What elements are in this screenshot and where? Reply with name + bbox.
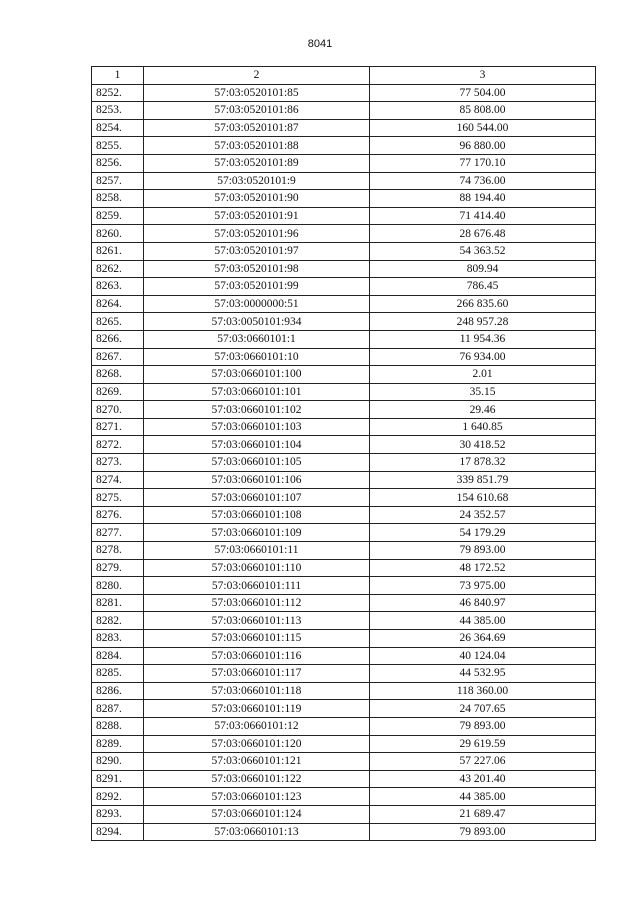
table-header-row [92, 67, 596, 85]
column-header-1: 1 [92, 67, 144, 85]
row-number-cell: 8266. [92, 330, 144, 348]
row-number-cell: 8262. [92, 260, 144, 278]
cadastral-value-cell: 266 835.60 [370, 295, 596, 313]
cadastral-value-cell: 79 893.00 [370, 717, 596, 735]
table-row [92, 137, 596, 155]
cadastral-value-cell: 1 640.85 [370, 418, 596, 436]
cadastral-number-cell: 57:03:0660101:122 [144, 770, 370, 788]
row-number-cell: 8281. [92, 594, 144, 612]
row-number-cell: 8264. [92, 295, 144, 313]
cadastral-value-cell: 85 808.00 [370, 102, 596, 120]
table-row [92, 330, 596, 348]
cadastral-value-cell: 77 504.00 [370, 84, 596, 102]
cadastral-value-cell: 40 124.04 [370, 647, 596, 665]
table-row [92, 418, 596, 436]
cadastral-value-cell: 118 360.00 [370, 682, 596, 700]
table-row [92, 630, 596, 648]
row-number-cell: 8269. [92, 383, 144, 401]
cadastral-number-cell: 57:03:0660101:104 [144, 436, 370, 454]
cadastral-number-cell: 57:03:0660101:102 [144, 401, 370, 419]
row-number-cell: 8270. [92, 401, 144, 419]
table-row [92, 506, 596, 524]
table-row [92, 260, 596, 278]
row-number-cell: 8277. [92, 524, 144, 542]
cadastral-value-cell: 2.01 [370, 366, 596, 384]
table-row [92, 383, 596, 401]
table-row [92, 682, 596, 700]
table-row [92, 788, 596, 806]
cadastral-value-cell: 88 194.40 [370, 190, 596, 208]
cadastral-number-cell: 57:03:0660101:103 [144, 418, 370, 436]
table-row [92, 172, 596, 190]
row-number-cell: 8279. [92, 559, 144, 577]
row-number-cell: 8255. [92, 137, 144, 155]
row-number-cell: 8278. [92, 542, 144, 560]
cadastral-number-cell: 57:03:0660101:119 [144, 700, 370, 718]
cadastral-value-cell: 160 544.00 [370, 119, 596, 137]
table-row [92, 295, 596, 313]
table-row [92, 313, 596, 331]
cadastral-number-cell: 57:03:0660101:11 [144, 542, 370, 560]
row-number-cell: 8272. [92, 436, 144, 454]
cadastral-number-cell: 57:03:0660101:1 [144, 330, 370, 348]
cadastral-number-cell: 57:03:0660101:113 [144, 612, 370, 630]
cadastral-value-cell: 24 707.65 [370, 700, 596, 718]
cadastral-value-cell: 154 610.68 [370, 489, 596, 507]
cadastral-number-cell: 57:03:0660101:117 [144, 665, 370, 683]
cadastral-number-cell: 57:03:0660101:13 [144, 823, 370, 841]
row-number-cell: 8287. [92, 700, 144, 718]
row-number-cell: 8282. [92, 612, 144, 630]
cadastral-number-cell: 57:03:0660101:110 [144, 559, 370, 577]
cadastral-number-cell: 57:03:0660101:101 [144, 383, 370, 401]
row-number-cell: 8290. [92, 753, 144, 771]
cadastral-number-cell: 57:03:0660101:105 [144, 454, 370, 472]
table-row [92, 278, 596, 296]
row-number-cell: 8268. [92, 366, 144, 384]
cadastral-value-cell: 73 975.00 [370, 577, 596, 595]
table-row [92, 119, 596, 137]
cadastral-value-cell: 248 957.28 [370, 313, 596, 331]
column-header-3: 3 [370, 67, 596, 85]
cadastral-number-cell: 57:03:0660101:109 [144, 524, 370, 542]
row-number-cell: 8256. [92, 154, 144, 172]
table-row [92, 524, 596, 542]
row-number-cell: 8254. [92, 119, 144, 137]
table-row [92, 665, 596, 683]
cadastral-value-cell: 44 385.00 [370, 612, 596, 630]
cadastral-number-cell: 57:03:0660101:108 [144, 506, 370, 524]
cadastral-number-cell: 57:03:0660101:106 [144, 471, 370, 489]
cadastral-value-cell: 54 179.29 [370, 524, 596, 542]
table-row [92, 489, 596, 507]
row-number-cell: 8286. [92, 682, 144, 700]
table-row [92, 471, 596, 489]
table-row [92, 612, 596, 630]
table-row [92, 366, 596, 384]
row-number-cell: 8263. [92, 278, 144, 296]
cadastral-number-cell: 57:03:0660101:123 [144, 788, 370, 806]
row-number-cell: 8294. [92, 823, 144, 841]
cadastral-value-cell: 29 619.59 [370, 735, 596, 753]
cadastral-number-cell: 57:03:0660101:115 [144, 630, 370, 648]
table-row [92, 401, 596, 419]
row-number-cell: 8289. [92, 735, 144, 753]
cadastral-number-cell: 57:03:0050101:934 [144, 313, 370, 331]
table-row [92, 542, 596, 560]
cadastral-number-cell: 57:03:0660101:111 [144, 577, 370, 595]
cadastral-value-cell: 74 736.00 [370, 172, 596, 190]
cadastral-value-cell: 35.15 [370, 383, 596, 401]
table-row [92, 647, 596, 665]
table-row [92, 436, 596, 454]
row-number-cell: 8293. [92, 805, 144, 823]
row-number-cell: 8257. [92, 172, 144, 190]
cadastral-number-cell: 57:03:0520101:86 [144, 102, 370, 120]
cadastral-value-table [91, 66, 596, 841]
table-row [92, 454, 596, 472]
row-number-cell: 8267. [92, 348, 144, 366]
cadastral-value-cell: 44 385.00 [370, 788, 596, 806]
cadastral-value-cell: 43 201.40 [370, 770, 596, 788]
cadastral-value-cell: 79 893.00 [370, 542, 596, 560]
cadastral-value-cell: 71 414.40 [370, 207, 596, 225]
cadastral-value-cell: 786.45 [370, 278, 596, 296]
row-number-cell: 8275. [92, 489, 144, 507]
cadastral-value-cell: 24 352.57 [370, 506, 596, 524]
table-body [92, 84, 596, 841]
table-row [92, 154, 596, 172]
cadastral-number-cell: 57:03:0520101:90 [144, 190, 370, 208]
row-number-cell: 8253. [92, 102, 144, 120]
row-number-cell: 8276. [92, 506, 144, 524]
row-number-cell: 8273. [92, 454, 144, 472]
table-row [92, 805, 596, 823]
cadastral-number-cell: 57:03:0520101:87 [144, 119, 370, 137]
cadastral-number-cell: 57:03:0520101:96 [144, 225, 370, 243]
cadastral-number-cell: 57:03:0660101:12 [144, 717, 370, 735]
cadastral-number-cell: 57:03:0660101:100 [144, 366, 370, 384]
table-row [92, 207, 596, 225]
cadastral-value-cell: 11 954.36 [370, 330, 596, 348]
table-row [92, 559, 596, 577]
cadastral-number-cell: 57:03:0660101:112 [144, 594, 370, 612]
cadastral-number-cell: 57:03:0660101:124 [144, 805, 370, 823]
cadastral-value-cell: 339 851.79 [370, 471, 596, 489]
cadastral-value-cell: 46 840.97 [370, 594, 596, 612]
cadastral-number-cell: 57:03:0660101:120 [144, 735, 370, 753]
cadastral-value-cell: 29.46 [370, 401, 596, 419]
cadastral-value-cell: 77 170.10 [370, 154, 596, 172]
cadastral-number-cell: 57:03:0520101:99 [144, 278, 370, 296]
cadastral-value-cell: 96 880.00 [370, 137, 596, 155]
row-number-cell: 8259. [92, 207, 144, 225]
column-header-2: 2 [144, 67, 370, 85]
row-number-cell: 8260. [92, 225, 144, 243]
table-row [92, 242, 596, 260]
row-number-cell: 8271. [92, 418, 144, 436]
row-number-cell: 8285. [92, 665, 144, 683]
cadastral-number-cell: 57:03:0660101:118 [144, 682, 370, 700]
table-row [92, 735, 596, 753]
table-row [92, 577, 596, 595]
table-row [92, 84, 596, 102]
cadastral-number-cell: 57:03:0660101:116 [144, 647, 370, 665]
cadastral-number-cell: 57:03:0660101:107 [144, 489, 370, 507]
row-number-cell: 8284. [92, 647, 144, 665]
table-row [92, 102, 596, 120]
table-row [92, 823, 596, 841]
cadastral-number-cell: 57:03:0520101:85 [144, 84, 370, 102]
cadastral-value-cell: 21 689.47 [370, 805, 596, 823]
table-row [92, 753, 596, 771]
row-number-cell: 8292. [92, 788, 144, 806]
row-number-cell: 8265. [92, 313, 144, 331]
row-number-cell: 8280. [92, 577, 144, 595]
row-number-cell: 8291. [92, 770, 144, 788]
table-row [92, 348, 596, 366]
cadastral-number-cell: 57:03:0520101:89 [144, 154, 370, 172]
row-number-cell: 8252. [92, 84, 144, 102]
cadastral-value-cell: 48 172.52 [370, 559, 596, 577]
cadastral-number-cell: 57:03:0660101:10 [144, 348, 370, 366]
cadastral-number-cell: 57:03:0520101:91 [144, 207, 370, 225]
table-row [92, 225, 596, 243]
table-row [92, 770, 596, 788]
table-row [92, 700, 596, 718]
cadastral-value-cell: 28 676.48 [370, 225, 596, 243]
row-number-cell: 8274. [92, 471, 144, 489]
cadastral-number-cell: 57:03:0660101:121 [144, 753, 370, 771]
cadastral-value-cell: 79 893.00 [370, 823, 596, 841]
row-number-cell: 8283. [92, 630, 144, 648]
cadastral-value-cell: 17 878.32 [370, 454, 596, 472]
cadastral-number-cell: 57:03:0520101:9 [144, 172, 370, 190]
cadastral-value-cell: 30 418.52 [370, 436, 596, 454]
cadastral-number-cell: 57:03:0520101:88 [144, 137, 370, 155]
cadastral-value-cell: 57 227.06 [370, 753, 596, 771]
cadastral-value-cell: 44 532.95 [370, 665, 596, 683]
table-row [92, 594, 596, 612]
row-number-cell: 8258. [92, 190, 144, 208]
cadastral-value-cell: 26 364.69 [370, 630, 596, 648]
cadastral-number-cell: 57:03:0520101:97 [144, 242, 370, 260]
page-number: 8041 [307, 38, 333, 50]
cadastral-value-cell: 76 934.00 [370, 348, 596, 366]
row-number-cell: 8288. [92, 717, 144, 735]
table-row [92, 190, 596, 208]
cadastral-value-cell: 54 363.52 [370, 242, 596, 260]
table-row [92, 717, 596, 735]
cadastral-value-cell: 809.94 [370, 260, 596, 278]
cadastral-number-cell: 57:03:0520101:98 [144, 260, 370, 278]
cadastral-number-cell: 57:03:0000000:51 [144, 295, 370, 313]
row-number-cell: 8261. [92, 242, 144, 260]
